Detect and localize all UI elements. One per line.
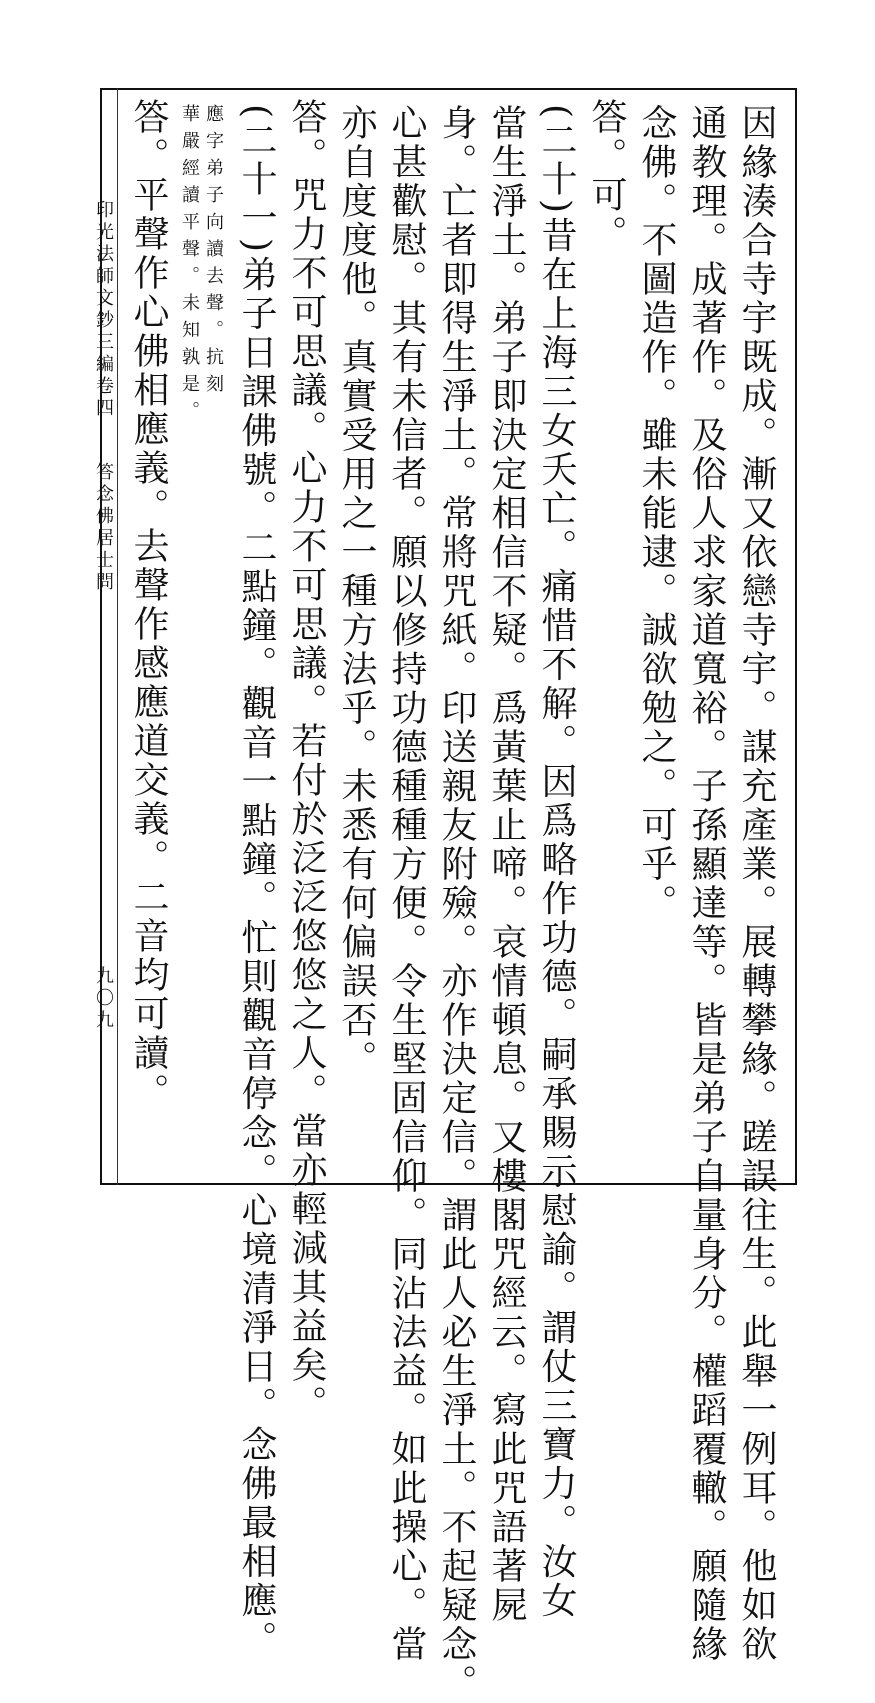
text-column-6: 當生淨土。弟子即決定相信不疑。爲黃葉止啼。哀情頓息。又樓閣咒經云。寫此咒語著屍 — [486, 104, 527, 1625]
annotation-note-line-2: 華嚴經讀平聲。未知孰是。 — [179, 104, 200, 428]
annotation-note-line-1: 應字弟子向讀去聲。抗刻 — [203, 104, 224, 401]
text-column-4: 答。可。 — [586, 98, 627, 254]
text-column-2: 通教理。成著作。及俗人求家道寬裕。子孫顯達等。皆是弟子自量身分。權蹈覆轍。願隨緣 — [686, 104, 727, 1664]
text-column-11: (二十一)弟子日課佛號。二點鐘。觀音一點鐘。忙則觀音停念。心境清淨日。念佛最相應。 — [236, 104, 277, 1660]
section-title: 答念佛居士問 — [93, 462, 114, 594]
book-title: 印光法師文鈔三編卷四 — [93, 200, 114, 420]
frame-border-right — [795, 88, 797, 1185]
text-column-8: 心甚歡慰。其有未信者。願以修持功德種種方便。令生堅固信仰。同沾法益。如此操心。當 — [386, 104, 427, 1664]
text-column-1: 因緣湊合寺宇既成。漸又依戀寺宇。謀充產業。展轉攀緣。蹉誤往生。此舉一例耳。他如欲 — [736, 104, 777, 1664]
text-column-12: 答。平聲作心佛相應義。去聲作感應道交義。二音均可讀。 — [128, 98, 169, 1112]
text-column-3: 念佛。不圖造作。雖未能逮。誠欲勉之。可乎。 — [636, 104, 677, 923]
text-column-10: 答。咒力不可思議。心力不可思議。若付於泛泛悠悠之人。當亦輕減其益矣。 — [286, 98, 327, 1424]
text-column-9: 亦自度度他。真實受用之一種方法乎。未悉有何偏誤否。 — [336, 104, 377, 1079]
margin-divider — [117, 88, 118, 1185]
text-column-5: (二十)昔在上海三女夭亡。痛惜不解。因爲略作功德。嗣承賜示慰諭。謂仗三寶力。汝女 — [536, 104, 577, 1621]
text-column-7: 身。亡者即得生淨土。常將咒紙。印送親友附殮。亦作決定信。謂此人必生淨土。不起疑念。 — [436, 104, 477, 1703]
page-number: 九〇九 — [93, 966, 114, 1032]
frame-border-top — [100, 88, 797, 90]
